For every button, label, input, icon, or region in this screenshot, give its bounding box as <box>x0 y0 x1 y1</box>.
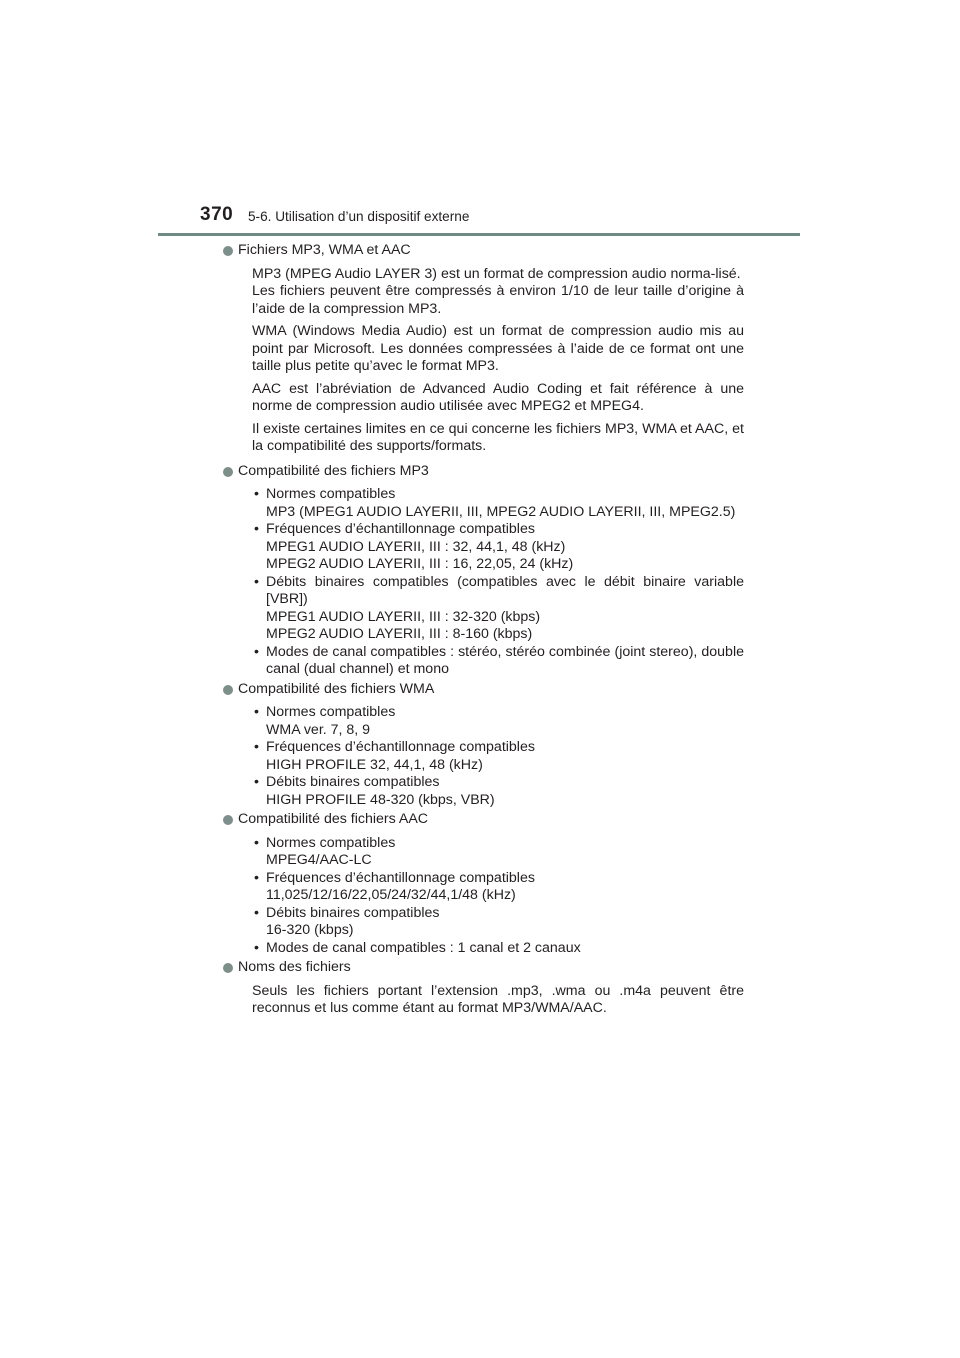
section-title: Compatibilité des fichiers WMA <box>238 680 435 697</box>
page-number: 370 <box>200 204 234 225</box>
section-title: Compatibilité des fichiers MP3 <box>238 462 429 479</box>
list-item: • Normes compatibles MPEG4/AAC-LC <box>254 834 396 868</box>
list-item: • Modes de canal compatibles : 1 canal et 2 canaux <box>254 939 581 956</box>
paragraph: MP3 (MPEG Audio LAYER 3) est un format de compression audio norma-lisé. <box>252 265 741 282</box>
page-content <box>224 242 744 1020</box>
bullet-dot-icon <box>223 467 233 477</box>
paragraph: Seuls les fichiers portant l’extension .mp3, .wma ou .m4a peuvent être reconnus et lus comme étant au format MP3/WMA/AAC. <box>252 982 744 1016</box>
list-item: • Fréquences d’échantillonnage compatibles MPEG1 AUDIO LAYERII, III : 32, 44,1, 48 (kHz) MPEG2 AUDIO LAYERII, III : 16, 22,05, 24 (kHz) <box>254 521 574 572</box>
bullet-dot-icon <box>223 685 233 695</box>
list-item: • Fréquences d’échantillonnage compatibles HIGH PROFILE 32, 44,1, 48 (kHz) <box>254 739 535 773</box>
bullet-section-aac-compat <box>224 811 744 957</box>
bullet-section-wma-compat <box>224 681 744 810</box>
list-item: • Débits binaires compatibles HIGH PROFILE 48-320 (kbps, VBR) <box>254 774 495 808</box>
paragraph: AAC est l’abréviation de Advanced Audio Coding et fait référence à une norme de compression audio utilisée avec MPEG2 et MPEG4. <box>252 380 744 414</box>
section-header: 5-6. Utilisation d’un dispositif externe <box>248 209 470 224</box>
paragraph: WMA (Windows Media Audio) est un format de compression audio mis au point par Microsoft. Les données compressées à l’aide de ce format ont une taille plus petite qu’avec le format MP3. <box>252 323 744 374</box>
list-item: • Modes de canal compatibles : stéréo, stéréo combinée (joint stereo), double canal (dual channel) et mono <box>254 643 744 677</box>
bullet-dot-icon <box>223 963 233 973</box>
section-title: Fichiers MP3, WMA et AAC <box>238 242 411 258</box>
paragraph: Il existe certaines limites en ce qui concerne les fichiers MP3, WMA et AAC, et la compatibilité des supports/formats. <box>252 420 744 454</box>
bullet-section-file-names <box>224 959 744 1018</box>
list-item: • Débits binaires compatibles (compatibles avec le débit binaire variable [VBR]) MPEG1 AUDIO LAYERII, III : 32-320 (kbps) MPEG2 AUDIO LAYERII, III : 8-160 (kbps) <box>254 573 744 642</box>
section-title: Compatibilité des fichiers AAC <box>238 811 429 827</box>
header-rule <box>158 233 800 236</box>
bullet-dot-icon <box>223 246 233 256</box>
list-item: • Débits binaires compatibles 16-320 (kbps) <box>254 904 440 938</box>
bullet-section-mp3-wma-aac <box>224 242 744 456</box>
paragraph: Les fichiers peuvent être compressés à environ 1/10 de leur taille d’origine à l’aide de la compression MP3. <box>252 283 744 317</box>
list-item: • Normes compatibles MP3 (MPEG1 AUDIO LAYERII, III, MPEG2 AUDIO LAYERII, III, MPEG2.5) <box>254 486 736 520</box>
bullet-dot-icon <box>223 815 233 825</box>
section-title: Noms des fichiers <box>238 959 351 975</box>
bullet-section-mp3-compat <box>224 463 744 679</box>
list-item: • Normes compatibles WMA ver. 7, 8, 9 <box>254 704 396 738</box>
list-item: • Fréquences d’échantillonnage compatibles 11,025/12/16/22,05/24/32/44,1/48 (kHz) <box>254 869 535 903</box>
